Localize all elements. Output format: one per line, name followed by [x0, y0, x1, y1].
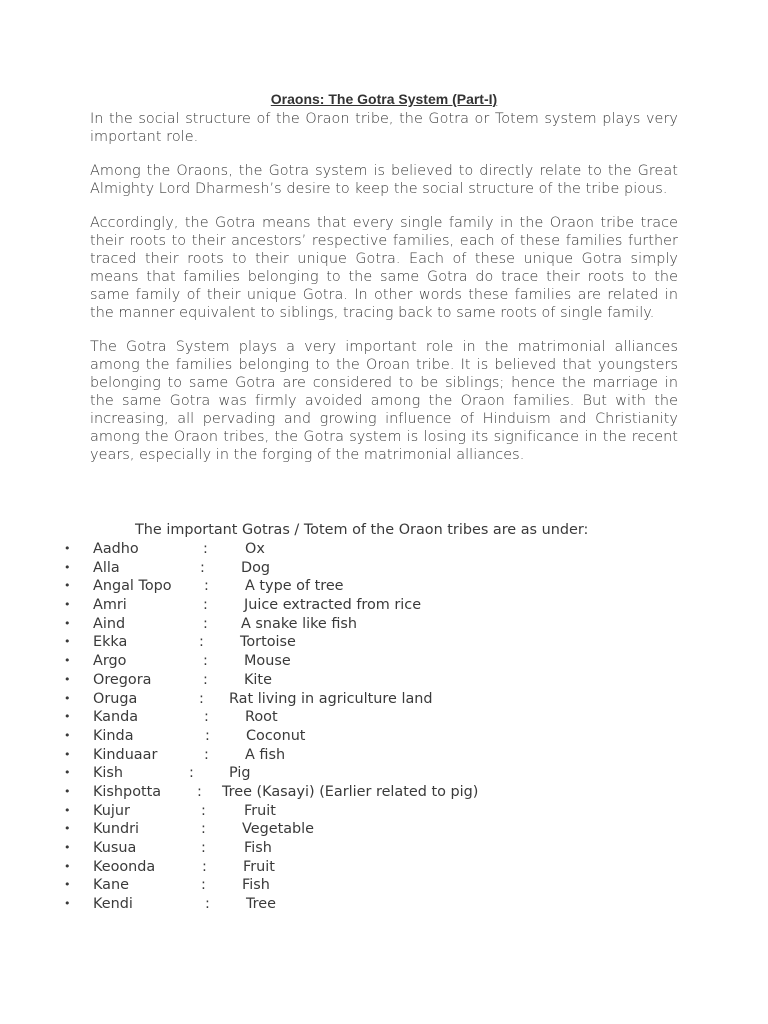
- gotra-meaning: Coconut: [246, 727, 306, 744]
- list-item: [0, 652, 700, 671]
- bullet-icon: •: [64, 598, 71, 612]
- gotra-separator: :: [201, 802, 206, 819]
- gotra-separator: :: [200, 559, 205, 576]
- gotra-name: Kanda: [93, 709, 139, 726]
- gotra-list: [0, 540, 700, 914]
- bullet-icon: •: [64, 691, 71, 705]
- gotra-separator: :: [203, 615, 208, 632]
- list-item: [0, 783, 700, 802]
- gotra-separator: :: [204, 709, 209, 726]
- paragraph-intro: In the social structure of the Oraon tribe, the Gotra or Totem system plays very important role.: [90, 111, 678, 145]
- bullet-icon: •: [64, 728, 71, 742]
- gotra-meaning: Fruit: [243, 858, 275, 875]
- gotra-meaning: Dog: [241, 559, 271, 576]
- gotra-meaning: Tree (Kasayi) (Earlier related to pig): [222, 783, 479, 800]
- bullet-icon: •: [64, 841, 71, 854]
- list-item: [0, 839, 700, 858]
- bullet-icon: •: [64, 803, 71, 817]
- gotra-separator: :: [203, 671, 208, 688]
- gotra-name: Kusua: [93, 840, 137, 856]
- gotra-meaning: Juice extracted from rice: [244, 597, 422, 614]
- gotra-name: Oregora: [93, 671, 152, 688]
- bullet-icon: •: [64, 635, 71, 649]
- gotra-name: Aadho: [93, 541, 139, 557]
- list-item: [0, 596, 700, 615]
- gotra-name: Angal Topo: [93, 578, 172, 595]
- gotra-name: Kinda: [93, 727, 134, 744]
- gotra-separator: :: [205, 727, 210, 744]
- gotra-separator: :: [203, 597, 208, 614]
- bullet-icon: •: [64, 822, 71, 836]
- gotra-meaning: Fruit: [244, 802, 276, 819]
- bullet-icon: •: [64, 766, 71, 780]
- gotra-separator: :: [189, 765, 194, 782]
- bullet-icon: •: [64, 542, 71, 555]
- gotra-separator: :: [199, 690, 204, 707]
- list-item: [0, 540, 700, 559]
- gotra-separator: :: [201, 821, 206, 838]
- gotra-name: Alla: [93, 559, 120, 576]
- gotra-meaning: A type of tree: [245, 578, 344, 595]
- document-title: Oraons: The Gotra System (Part-I): [270, 91, 498, 107]
- paragraph-gotra-meaning: Accordingly, the Gotra means that every single family in the Oraon tribe trace their roots to their ancestors’ respective families, each of these families further traced their roots to their unique Gotra. Each of these unique Gotra simply means that families belonging to the same Gotra do trace their roots to the same family of their unique Gotra. In other words these families are related in the manner equivalent to siblings, tracing back to same roots of single family.: [90, 215, 678, 321]
- gotra-separator: :: [199, 634, 204, 651]
- list-item: [0, 895, 700, 914]
- gotra-meaning: Kite: [244, 671, 272, 688]
- gotra-name: Kinduaar: [93, 746, 158, 763]
- gotra-name: Keoonda: [93, 858, 156, 875]
- gotras-intro: The important Gotras / Totem of the Oraon tribes are as under:: [135, 522, 589, 538]
- document-body: [90, 110, 678, 480]
- bullet-icon: •: [64, 859, 71, 873]
- gotra-separator: :: [203, 653, 208, 670]
- gotra-meaning: Pig: [229, 765, 251, 782]
- bullet-icon: •: [64, 579, 71, 593]
- list-item: [0, 708, 700, 727]
- paragraph-dharmesh: Among the Oraons, the Gotra system is believed to directly relate to the Great Almighty Lord Dharmesh’s desire to keep the social structure of the tribe pious.: [90, 163, 678, 197]
- list-item: [0, 690, 700, 709]
- list-item: [0, 577, 700, 596]
- gotra-separator: :: [201, 840, 206, 856]
- gotra-meaning: A snake like fish: [241, 615, 358, 632]
- list-item: [0, 559, 700, 578]
- gotra-name: Amri: [93, 597, 127, 614]
- gotra-separator: :: [202, 858, 207, 875]
- gotra-meaning: Fish: [242, 877, 270, 894]
- gotra-name: Aind: [93, 615, 126, 632]
- gotra-name: Argo: [93, 653, 127, 670]
- gotra-separator: :: [203, 541, 208, 557]
- bullet-icon: •: [64, 616, 71, 630]
- list-item: [0, 876, 700, 895]
- list-item: [0, 820, 700, 839]
- paragraph-matrimonial: The Gotra System plays a very important role in the matrimonial alliances among the families belonging to the Oroan tribe. It is believed that youngsters belonging to same Gotra are considered to be siblings; hence the marriage in the same Gotra was firmly avoided among the Oraon families. But with the increasing, all pervading and growing influence of Hinduism and Christianity among the Oraon tribes, the Gotra system is losing its significance in the recent years, especially in the forging of the matrimonial alliances.: [90, 339, 678, 463]
- gotra-meaning: Rat living in agriculture land: [229, 690, 433, 707]
- gotra-meaning: Root: [245, 709, 278, 726]
- list-item: [0, 633, 700, 652]
- gotra-meaning: Fish: [244, 840, 272, 856]
- gotra-name: Kish: [93, 765, 124, 782]
- gotra-name: Kundri: [93, 821, 140, 838]
- list-item: [0, 858, 700, 877]
- gotra-name: Kane: [93, 877, 129, 894]
- gotra-meaning: Mouse: [244, 653, 291, 670]
- gotra-name: Kendi: [93, 896, 133, 913]
- gotra-meaning: Ox: [245, 541, 265, 557]
- gotra-separator: :: [205, 896, 210, 913]
- gotra-separator: :: [204, 578, 209, 595]
- bullet-icon: •: [64, 878, 71, 892]
- gotra-name: Kujur: [93, 802, 130, 819]
- gotra-meaning: A fish: [245, 746, 286, 763]
- gotra-name: Kishpotta: [93, 783, 162, 800]
- list-item: [0, 802, 700, 821]
- list-item: [0, 727, 700, 746]
- list-item: [0, 671, 700, 690]
- gotra-meaning: Tortoise: [240, 634, 296, 651]
- list-item: [0, 746, 700, 765]
- list-item: [0, 615, 700, 634]
- bullet-icon: •: [64, 897, 71, 911]
- gotra-meaning: Vegetable: [242, 821, 315, 838]
- bullet-icon: •: [64, 672, 71, 686]
- gotra-separator: :: [201, 877, 206, 894]
- list-item: [0, 764, 700, 783]
- gotra-name: Oruga: [93, 690, 138, 707]
- bullet-icon: •: [64, 784, 71, 798]
- gotra-separator: :: [197, 783, 202, 800]
- bullet-icon: •: [64, 654, 71, 668]
- bullet-icon: •: [64, 560, 71, 574]
- bullet-icon: •: [64, 747, 71, 761]
- gotra-separator: :: [204, 746, 209, 763]
- gotra-name: Ekka: [93, 634, 128, 651]
- bullet-icon: •: [64, 710, 71, 724]
- gotra-meaning: Tree: [246, 896, 276, 913]
